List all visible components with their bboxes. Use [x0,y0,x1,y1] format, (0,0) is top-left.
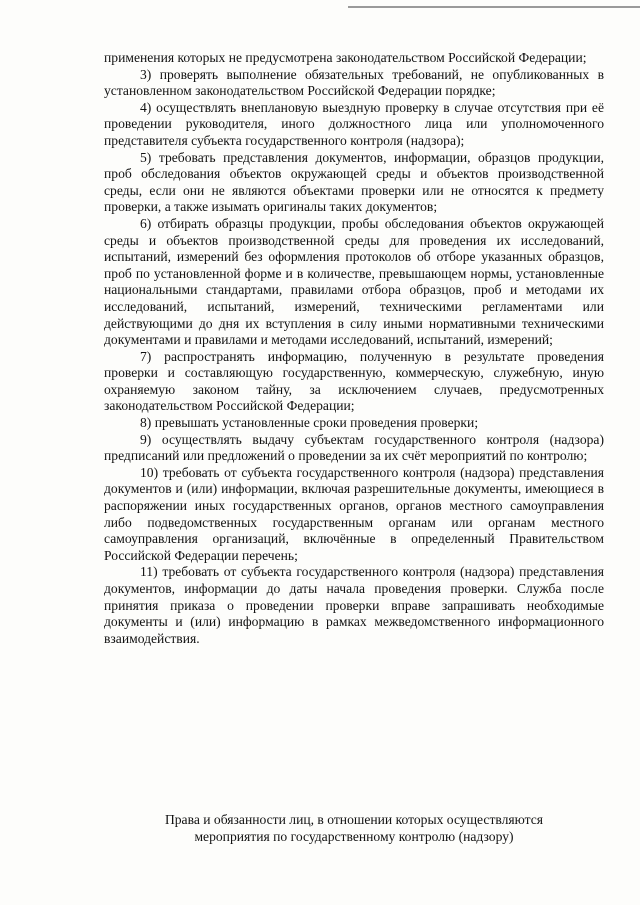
document-body [104,50,604,647]
section-heading-line-1: Права и обязанности лиц, в отношении которых осуществляются [164,812,544,827]
paragraph-item-5: 5) требовать представления документов, информации, образцов продукции, проб обследования объектов окружающей среды и объектов производственной среды, если они не являются объектами проверки или не относятся к предмету проверки, а также изымать оригиналы таких документов; [104,149,604,215]
section-heading-line-2: мероприятия по государственному контролю (надзору) [194,829,514,844]
paragraph-continuation: применения которых не предусмотрена законодательством Российской Федерации; [104,50,587,65]
paragraph-item-9: 9) осуществлять выдачу субъектам государственного контроля (надзора) предписаний или предложений о проведении за их счёт мероприятий по контролю; [104,431,604,464]
section-heading [104,811,604,845]
paragraph-item-3: 3) проверять выполнение обязательных требований, не опубликованных в установленном законодательством Российской Федерации порядке; [104,66,604,99]
paragraph-item-6: 6) отбирать образцы продукции, пробы обследования объектов окружающей среды и объектов производственной среды для проведения их исследований, испытаний, измерений без оформления протоколов об отборе указанных образцов, проб по установленной форме и в количестве, превышающем нормы, установленные национальными стандартами, правилами отбора образцов, проб и методами их исследований, испытаний, измерений, техническими регламентами или действующими до дня их вступления в силу иными нормативными техническими документами и правилами и методами исследований, испытаний, измерений; [104,215,604,348]
scan-top-edge-line [348,6,640,8]
paragraph-item-7: 7) распространять информацию, полученную в результате проведения проверки и составляющую государственную, коммерческую, служебную, иную охраняемую законом тайну, за исключением случаев, предусмотренных законодательством Российской Федерации; [104,348,604,414]
paragraph-item-8: 8) превышать установленные сроки проведения проверки; [140,415,479,431]
paragraph-item-11: 11) требовать от субъекта государственного контроля (надзора) представления документов, информации до даты начала проведения проверки. Служба после принятия приказа о проведении проверки вправе запрашивать необходимые документы и (или) информацию в рамках межведомственного информационного взаимодействия. [104,564,604,646]
paragraph-item-4: 4) осуществлять внеплановую выездную проверку в случае отсутствия при её проведении руководителя, иного должностного лица или уполномоченного представителя субъекта государственного контроля (надзора); [104,99,604,148]
paragraph-item-10: 10) требовать от субъекта государственного контроля (надзора) представления документов и (или) информации, включая разрешительные документы, имеющиеся в распоряжении иных государственных органов, органов местного самоуправления либо подведомственных государственным органам или органам местного самоуправления организаций, включённые в определенный Правительством Российской Федерации перечень; [104,464,604,563]
